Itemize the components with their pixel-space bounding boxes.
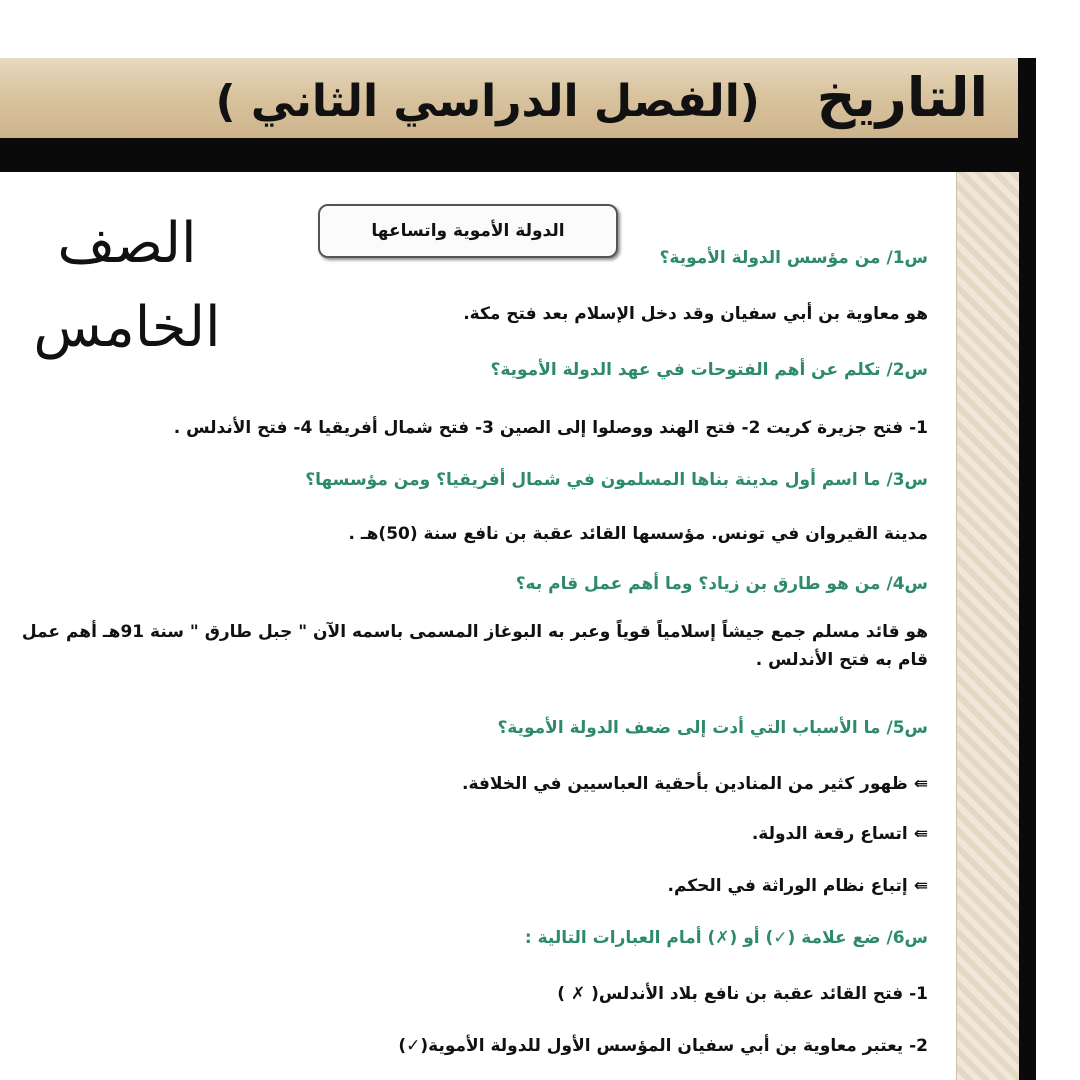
bullet-icon: ⇚ [913,774,928,794]
answer-3: مدينة القيروان في تونس. مؤسسها القائد عقبة بن نافع سنة (50)هـ . [348,524,928,544]
answer-5-item-2 [752,824,928,844]
question-6: س6/ ضع علامة (✓) أو (✗) أمام العبارات التالية : [524,928,928,948]
answer-6-item-1: 1- فتح القائد عقبة بن نافع بلاد الأندلس( ✗ ) [557,984,928,1004]
question-3: س3/ ما اسم أول مدينة بناها المسلمون في شمال أفريقيا؟ ومن مؤسسها؟ [305,470,928,490]
answer-5-text-3: إتباع نظام الوراثة في الحكم. [667,876,908,896]
bullet-icon: ⇚ [913,876,928,896]
question-2: س2/ تكلم عن أهم الفتوحات في عهد الدولة الأموية؟ [490,360,928,380]
worksheet-content [0,172,956,1080]
title-main: التاريخ [816,66,988,129]
answer-5-item-1 [462,774,928,794]
question-5: س5/ ما الأسباب التي أدت إلى ضعف الدولة الأموية؟ [497,718,928,738]
answer-5-text-1: ظهور كثير من المنادين بأحقية العباسيين في الخلافة. [462,774,908,794]
grade-line-1: الصف [57,211,197,276]
black-frame-bar [0,138,1036,172]
title-sub: (الفصل الدراسي الثاني ) [215,76,760,127]
topic-box: الدولة الأموية واتساعها [318,204,618,258]
answer-5-item-3 [668,876,929,896]
page-title [215,58,988,138]
question-1: س1/ من مؤسس الدولة الأموية؟ [659,248,928,268]
answer-6-item-2: 2- يعتبر معاوية بن أبي سفيان المؤسس الأول للدولة الأموية(✓) [398,1036,928,1056]
black-frame-right [1018,58,1036,1080]
answer-5-text-2: اتساع رقعة الدولة. [751,824,908,844]
grade-label [22,202,232,370]
decorative-side-strip [956,172,1019,1080]
grade-line-2: الخامس [33,295,221,360]
answer-1: هو معاوية بن أبي سفيان وقد دخل الإسلام بعد فتح مكة. [463,304,928,324]
header-banner [0,58,1018,141]
answer-2: 1- فتح جزيرة كريت 2- فتح الهند ووصلوا إلى الصين 3- فتح شمال أفريقيا 4- فتح الأندلس . [173,418,928,438]
answer-4: هو قائد مسلم جمع جيشاً إسلامياً قوياً وعبر به البوغاز المسمى باسمه الآن " جبل طارق " سنة 91هـ أهم عمل قام به فتح الأندلس . [21,622,928,670]
question-4: س4/ من هو طارق بن زياد؟ وما أهم عمل قام به؟ [515,574,928,594]
bullet-icon: ⇚ [913,824,928,844]
